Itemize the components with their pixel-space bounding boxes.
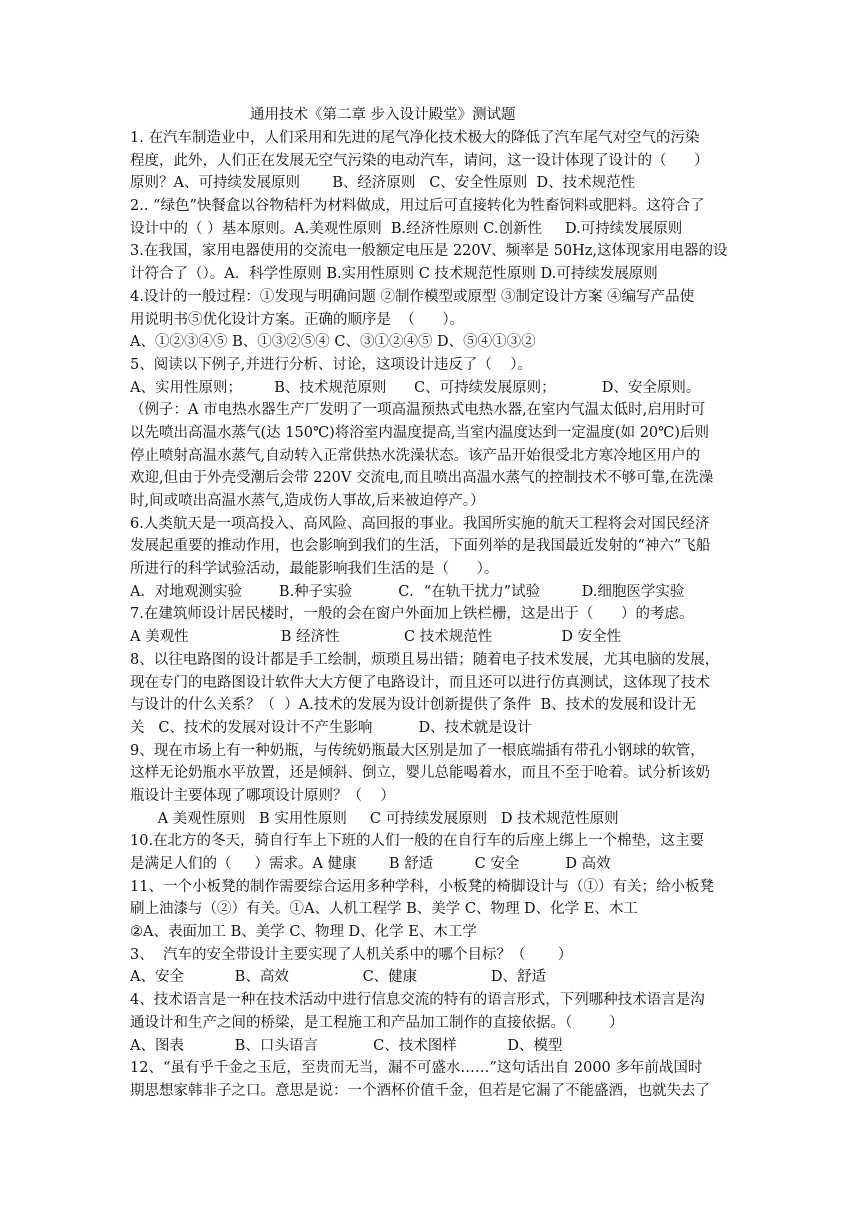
text-line: 设计中的（ ）基本原则。A.美观性原则 B.经济性原则 C.创新性 D.可持续发展原则 (130, 220, 683, 237)
text-line: 瓶设计主要体现了哪项设计原则？（ ） (130, 787, 395, 804)
text-line: 是满足人们的（ ）需求。A 健康 B 舒适 C 安全 D 高效 (130, 856, 611, 872)
text-line: 6.人类航天是一项高投入、高风险、高回报的事业。我国所实施的航天工程将会对国民经济 (130, 515, 710, 532)
text-line: 4、技术语言是一种在技术活动中进行信息交流的特有的语言形式，下列哪种技术语言是沟 (130, 992, 705, 1009)
text-line: 所进行的科学试验活动，最能影响我们生活的是（ ）。 (130, 561, 499, 578)
text-line: 3、 汽车的安全带设计主要实现了人机关系中的哪个目标？（ ） (130, 946, 573, 963)
text-line: 11、一个小板凳的制作需要综合运用多种学科，小板凳的椅脚设计与（①）有关；给小板凳 (130, 878, 714, 895)
text-line: 以先喷出高温水蒸气(达 150℃)将浴室内温度提高,当室内温度达到一定温度(如 20℃)后则 (130, 424, 710, 441)
question-body (130, 127, 736, 1103)
text-line: 现在专门的电路图设计软件大大方便了电路设计，而且还可以进行仿真测试，这体现了技术 (130, 674, 710, 691)
text-line: 9、现在市场上有一种奶瓶，与传统奶瓶最大区别是加了一根底端插有带孔小钢球的软管， (130, 742, 705, 759)
text-line: 停止喷射高温水蒸气,自动转入正常供热水洗澡状态。该产品开始很受北方寒冷地区用户的 (130, 447, 701, 464)
text-line: 原则？A、可持续发展原则 B、经济原则 C、安全性原则 D、技术规范性 (130, 175, 636, 192)
text-line: 期思想家韩非子之口。意思是说：一个酒杯价值千金，但若是它漏了不能盛酒，也就失去了 (130, 1082, 710, 1099)
text-line: （例子：A 市电热水器生产厂发明了一项高温预热式电热水器,在室内气温太低时,启用时可 (130, 402, 706, 419)
text-line: A、实用性原则； B、技术规范原则 C、可持续发展原则； D、安全原则。 (130, 379, 701, 396)
text-line: 3.在我国，家用电器使用的交流电一般额定电压是 220V、频率是 50Hz,这体现家用电器的设 (130, 243, 728, 260)
text-line: 这样无论奶瓶水平放置，还是倾斜、倒立，婴儿总能喝着水，而且不至于呛着。试分析该奶 (130, 765, 710, 782)
text-line: 2.. “绿色”快餐盒以谷物秸杆为材料做成，用过后可直接转化为牲畜饲料或肥料。这符合了 (130, 198, 705, 215)
text-line: A．对地观测实验 B.种子实验 C．“在轨干扰力”试验 D.细胞医学实验 (130, 583, 685, 600)
text-line: 1. 在汽车制造业中，人们采用和先进的尾气净化技术极大的降低了汽车尾气对空气的污染 (130, 130, 700, 146)
text-line: 发展起重要的推动作用，也会影响到我们的生活，下面列举的是我国最近发射的“神六”飞船 (130, 538, 711, 555)
text-line: 通设计和生产之间的桥梁，是工程施工和产品加工制作的直接依据。（ ） (130, 1014, 624, 1031)
text-line: 时,间或喷出高温水蒸气,造成伤人事故,后来被迫停产。） (130, 493, 485, 509)
text-line: A 美观性 B 经济性 C 技术规范性 D 安全性 (130, 629, 622, 646)
page-title: 通用技术《第二章 步入设计殿堂》测试题 (250, 107, 516, 123)
text-line: A、图表 B、口头语言 C、技术图样 D、模型 (130, 1037, 563, 1054)
text-line: 5、阅读以下例子,并进行分析、讨论，这项设计违反了（ ）。 (130, 356, 533, 373)
text-line: 与设计的什么关系？（ ）A.技术的发展为设计创新提供了条件 B、技术的发展和设计无 (130, 697, 697, 714)
text-line: 用说明书⑤优化设计方案。正确的顺序是 （ ）。 (130, 311, 465, 328)
text-line: 10.在北方的冬天，骑自行车上下班的人们一般的在自行车的后座上绑上一个棉垫，这主要 (130, 833, 705, 850)
text-line: 计符合了（）。A．科学性原则 B.实用性原则 C 技术规范性原则 D.可持续发展原则 (130, 266, 658, 283)
text-line: 7.在建筑师设计居民楼时，一般的会在窗户外面加上铁栏栅，这是出于（ ）的考虑。 (130, 606, 694, 623)
text-line: 刷上油漆与（②）有关。①A、人机工程学 B、美学 C、物理 D、化学 E、木工 (130, 901, 638, 918)
text-line: A、①②③④⑤ B、①③②⑤④ C、③①②④⑤ D、⑤④①③② (130, 334, 536, 351)
text-line: 8、以往电路图的设计都是手工绘制，烦琐且易出错；随着电子技术发展，尤其电脑的发展， (130, 651, 720, 668)
text-line: 12、“虽有乎千金之玉卮，至贵而无当，漏不可盛水……”这句话出自 2000 多年前战国时 (130, 1060, 703, 1077)
document-page (130, 104, 736, 1103)
text-line: 关 C、技术的发展对设计不产生影响 D、技术就是设计 (130, 719, 532, 736)
text-line: 欢迎,但由于外壳受潮后会带 220V 交流电,而且喷出高温水蒸气的控制技术不够可靠,在洗澡 (130, 470, 714, 487)
text-line: A、安全 B、高效 C、健康 D、舒适 (130, 969, 547, 986)
text-line: 程度，此外，人们正在发展无空气污染的电动汽车，请问，这一设计体现了设计的（ ） (130, 152, 709, 169)
text-line: ②A、表面加工 B、美学 C、物理 D、化学 E、木工学 (130, 924, 477, 941)
text-line: A 美观性原则 B 实用性原则 C 可持续发展原则 D 技术规范性原则 (130, 810, 619, 827)
text-line: 4.设计的一般过程：①发现与明确问题 ②制作模型或原型 ③制定设计方案 ④编写产品使 (130, 288, 695, 305)
